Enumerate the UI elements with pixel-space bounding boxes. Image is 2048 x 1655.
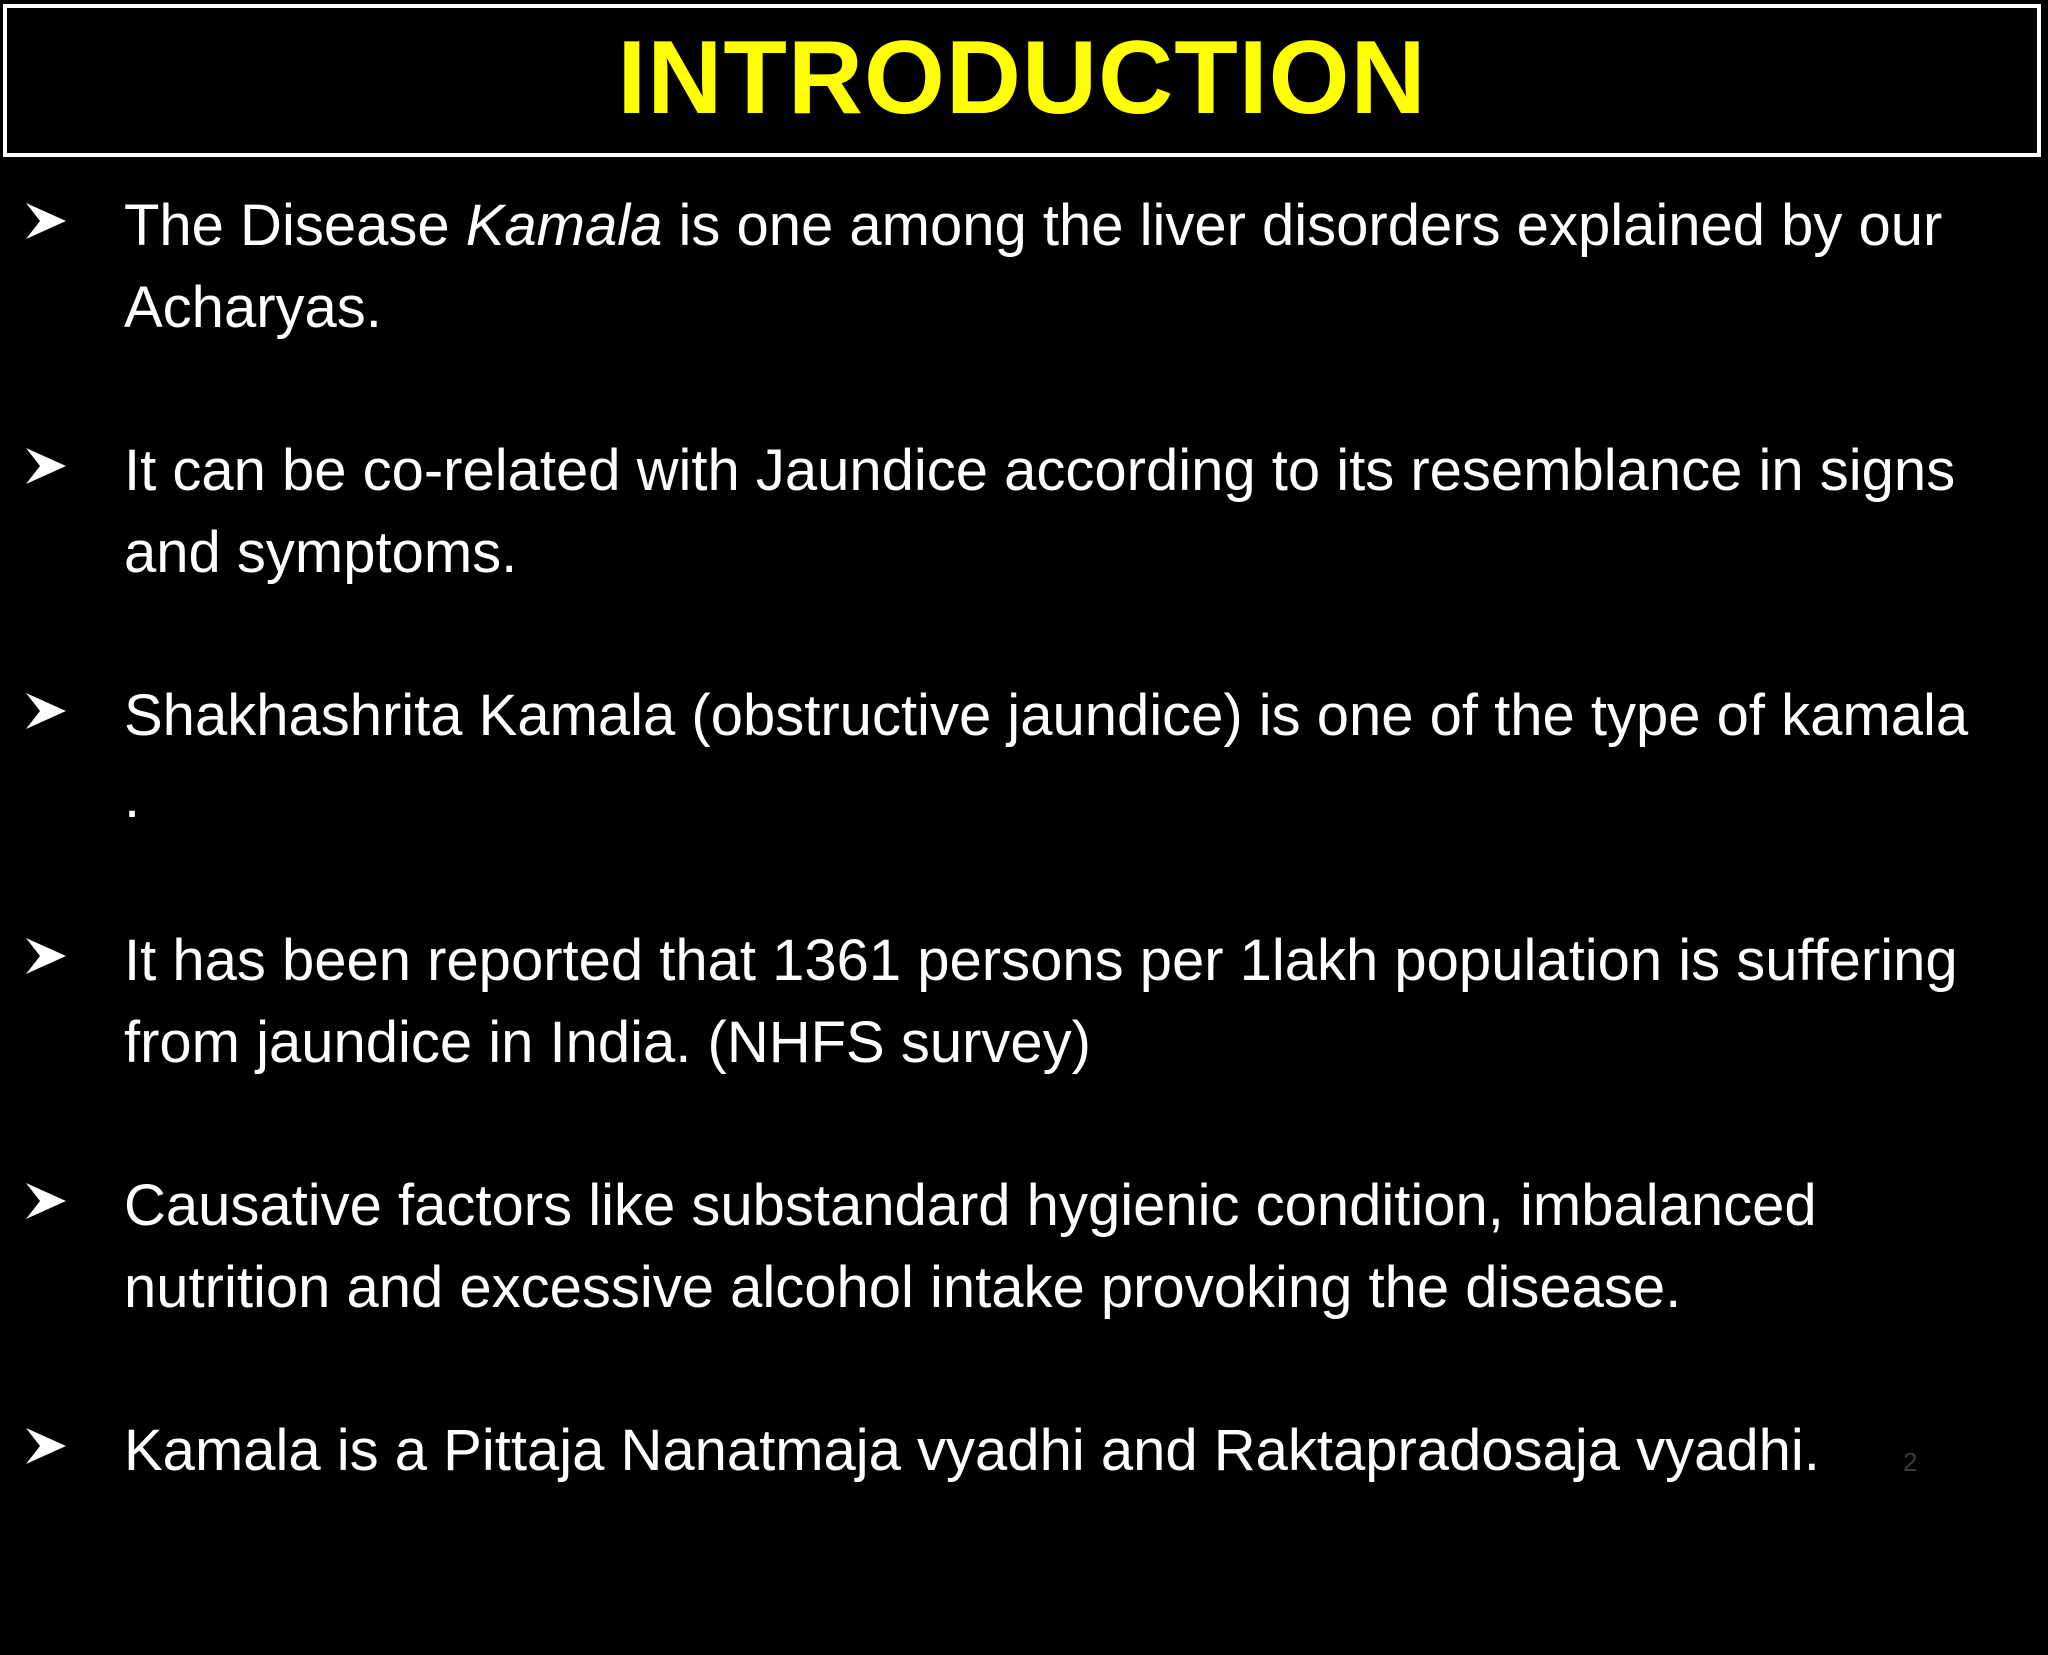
slide-title: INTRODUCTION <box>617 19 1427 136</box>
slide-number: 2 <box>1903 1447 1918 1477</box>
arrowhead-bullet-icon <box>24 446 68 486</box>
bullet-text: Kamala is a Pittaja Nanatmaja vyadhi and Raktapradosaja vyadhi. <box>124 1418 1820 1483</box>
bullet-text-tail: is one among the liver disorders explained by our Acharyas. <box>124 193 1943 340</box>
bullet-text: It can be co-related with Jaundice according to its resemblance in signs and symptoms. <box>124 438 1956 585</box>
bullet-text: Shakhashrita Kamala (obstructive jaundice) is one of the type of kamala . <box>124 683 1969 830</box>
bullet-item <box>0 1165 2048 1410</box>
title-banner <box>3 4 2041 157</box>
bullet-text <box>124 185 1984 349</box>
bullet-text-lead: The Disease <box>124 193 466 258</box>
bullet-text: Causative factors like substandard hygienic condition, imbalanced nutrition and excessive alcohol intake provoking the disease. <box>124 1173 1817 1320</box>
arrowhead-bullet-icon <box>24 201 68 241</box>
bullet-item <box>0 1410 2048 1655</box>
bullet-list <box>0 185 2048 1655</box>
bullet-text: It has been reported that 1361 persons per 1lakh population is suffering from jaundice in India. (NHFS survey) <box>124 928 1958 1075</box>
arrowhead-bullet-icon <box>24 691 68 731</box>
bullet-item <box>0 920 2048 1165</box>
bullet-item <box>0 430 2048 675</box>
arrowhead-bullet-icon <box>24 936 68 976</box>
bullet-item <box>0 185 2048 430</box>
bullet-text-emphasis: Kamala <box>465 193 663 258</box>
bullet-item <box>0 675 2048 920</box>
arrowhead-bullet-icon <box>24 1181 68 1221</box>
arrowhead-bullet-icon <box>24 1426 68 1466</box>
